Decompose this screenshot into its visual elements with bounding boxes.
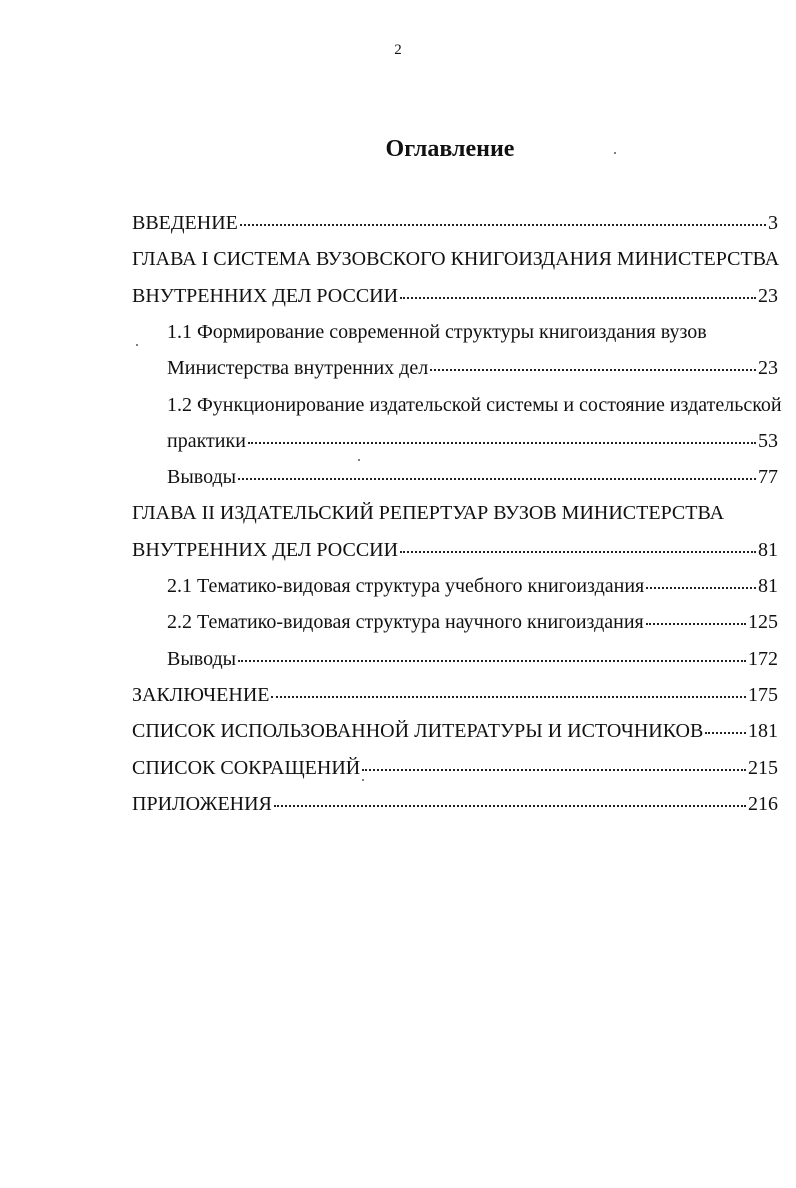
toc-entry-text: 2.2 Тематико-видовая структура научного книгоиздания	[167, 611, 644, 633]
toc-entry-text: практики	[167, 430, 246, 452]
toc-entry-page: 172	[748, 648, 778, 670]
dot-leader	[248, 442, 756, 444]
toc-entry-page: 81	[758, 539, 778, 561]
toc-entry-chapter-2-line-1[interactable]	[132, 495, 778, 531]
toc-entry-section-1-2-line-1[interactable]	[167, 387, 782, 423]
scan-speck	[358, 459, 360, 461]
toc-entry-bibliography[interactable]	[132, 713, 778, 749]
toc-entry-appendices[interactable]	[132, 786, 778, 822]
toc-entry-page: 53	[758, 430, 778, 452]
toc-entry-page: 216	[748, 793, 778, 815]
scan-speck	[136, 344, 138, 346]
dot-leader	[705, 732, 746, 734]
toc-entry-conclusions-1[interactable]	[167, 459, 778, 495]
dot-leader	[240, 224, 766, 226]
toc-entry-text: 2.1 Тематико-видовая структура учебного книгоиздания	[167, 575, 645, 597]
scan-speck	[614, 152, 616, 154]
toc-entry-text: Выводы	[167, 648, 237, 670]
toc-entry-page: 125	[748, 611, 778, 633]
toc-entry-text: ПРИЛОЖЕНИЯ	[132, 793, 272, 815]
toc-entry-text: СПИСОК СОКРАЩЕНИЙ	[132, 757, 361, 779]
toc-entry-page: 215	[748, 757, 778, 779]
toc-entry-chapter-2[interactable]	[132, 532, 778, 568]
toc-entry-text: ЗАКЛЮЧЕНИЕ	[132, 684, 270, 706]
toc-entry-section-1-1[interactable]	[167, 350, 778, 386]
toc-entry-section-2-2[interactable]	[167, 604, 778, 640]
dot-leader	[400, 297, 756, 299]
toc-entry-page: 3	[768, 212, 778, 234]
toc-entry-page: 175	[748, 684, 778, 706]
toc-entry-introduction[interactable]	[132, 205, 778, 241]
toc-title: Оглавление	[385, 136, 515, 162]
toc-entry-text: ВНУТРЕННИХ ДЕЛ РОССИИ	[132, 285, 399, 307]
toc-entry-page: 181	[748, 720, 778, 742]
toc-entry-page: 81	[758, 575, 778, 597]
toc-entry-text: ГЛАВА I СИСТЕМА ВУЗОВСКОГО КНИГОИЗДАНИЯ МИНИСТЕРСТВА	[132, 248, 780, 270]
toc-entry-chapter-1-line-1[interactable]	[132, 241, 778, 277]
toc-entry-page: 23	[758, 285, 778, 307]
dot-leader	[274, 805, 746, 807]
toc-entry-abbreviations[interactable]	[132, 750, 778, 786]
toc-entry-text: ГЛАВА II ИЗДАТЕЛЬСКИЙ РЕПЕРТУАР ВУЗОВ МИНИСТЕРСТВА	[132, 502, 725, 524]
toc-entry-text: СПИСОК ИСПОЛЬЗОВАННОЙ ЛИТЕРАТУРЫ И ИСТОЧНИКОВ	[132, 720, 704, 742]
dot-leader	[238, 660, 746, 662]
toc-entry-text: ВНУТРЕННИХ ДЕЛ РОССИИ	[132, 539, 399, 561]
dot-leader	[271, 696, 746, 698]
scan-speck	[362, 779, 364, 781]
dot-leader	[430, 369, 756, 371]
toc-entry-conclusions-2[interactable]	[167, 641, 778, 677]
dot-leader	[362, 769, 746, 771]
dot-leader	[400, 551, 756, 553]
toc-entry-chapter-1[interactable]	[132, 278, 778, 314]
toc-entry-conclusion[interactable]	[132, 677, 778, 713]
dot-leader	[238, 478, 756, 480]
toc-entry-text: 1.1 Формирование современной структуры книгоиздания вузов	[167, 321, 707, 343]
toc-entry-section-1-1-line-1[interactable]	[167, 314, 778, 350]
toc-entry-page: 77	[758, 466, 778, 488]
dot-leader	[646, 587, 756, 589]
page-number: 2	[394, 42, 402, 58]
toc-entry-page: 23	[758, 357, 778, 379]
toc-entry-text: 1.2 Функционирование издательской системы и состояние издательской	[167, 394, 782, 416]
toc-entry-text: ВВЕДЕНИЕ	[132, 212, 238, 234]
toc-entry-section-2-1[interactable]	[167, 568, 778, 604]
toc-entry-text: Министерства внутренних дел	[167, 357, 429, 379]
toc-entry-section-1-2[interactable]	[167, 423, 778, 459]
dot-leader	[646, 623, 746, 625]
toc-entry-text: Выводы	[167, 466, 237, 488]
